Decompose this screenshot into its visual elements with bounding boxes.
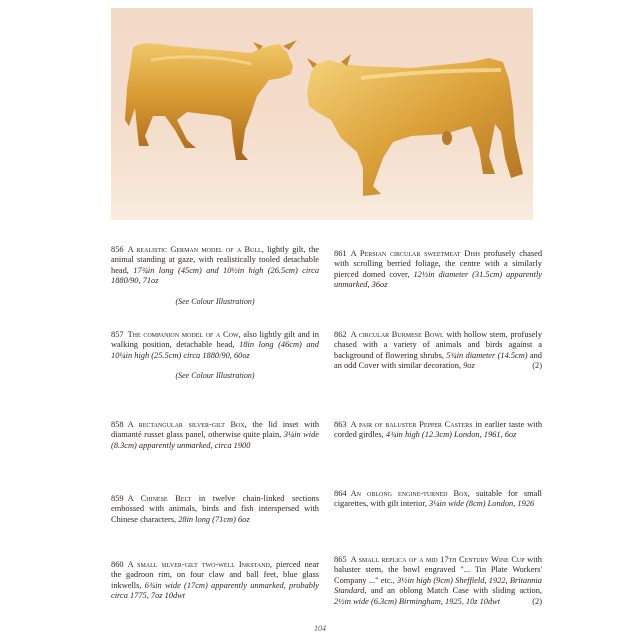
bull-figure xyxy=(307,54,523,196)
lot-description-cont: and an oblong Match Case with sliding action, xyxy=(366,586,542,596)
lot-description: pierced near the gadroon rim, on four claw and ball feet, blue glass inkwells, xyxy=(111,560,319,590)
lot-dimensions: 4¾in high (12.3cm) London, 1961, 6oz xyxy=(385,430,517,440)
lot-dimensions: 6¾in wide (17cm) apparently unmarked, probably circa 1775, 7oz 10dwt xyxy=(111,580,319,601)
lot-description: in twelve chain-linked sections embossed with animals, birds and fish interspersed with Chinese characters, xyxy=(111,494,319,524)
lot-861 xyxy=(334,249,542,291)
lot-dimensions: 3¼in wide (8.3cm) apparently unmarked, circa 1900 xyxy=(111,430,319,450)
lot-description: suitable for small cigarettes, with gilt interior, xyxy=(334,489,542,509)
lot-856 xyxy=(111,245,319,307)
lot-dimensions: 5¾in diameter (14.5cm) xyxy=(446,350,528,360)
lot-title: A realistic German model of a Bull, xyxy=(127,245,264,254)
lot-description-cont: and an odd Cover with similar decoration, xyxy=(334,350,542,371)
lot-title: The companion model of a Cow, xyxy=(127,330,241,339)
lot-title: A pair of baluster Pepper Casters xyxy=(350,420,473,429)
lot-description: the lid inset with diamanté russet glass panel, otherwise quite plain, xyxy=(111,420,320,440)
lot-860 xyxy=(111,560,319,602)
lot-number: 865 xyxy=(334,555,347,564)
lot-title: A small silver-gilt two-well Inkstand, xyxy=(127,560,272,569)
lot-number: 864 xyxy=(334,489,347,498)
lot-title: A circular Burmese Bowl xyxy=(350,330,444,339)
lot-number: 861 xyxy=(334,249,347,258)
lot-number: 858 xyxy=(111,420,124,429)
lot-dimensions: 18in long (46cm) and 10¼in high (25.5cm) circa 1880/90, 60oz xyxy=(111,340,319,360)
lot-864 xyxy=(334,489,542,510)
lot-title: A small replica of a mid 17th Century Wine Cup xyxy=(350,555,525,564)
lot-dimensions: 12½in diameter (31.5cm) apparently unmarked, 36oz xyxy=(334,269,542,290)
lot-title: An oblong engine-turned Box, xyxy=(350,489,470,498)
lot-title: A rectangular silver-gilt Box, xyxy=(127,420,247,429)
lot-865 xyxy=(334,555,542,607)
lot-863 xyxy=(334,420,542,441)
lot-description: with baluster stem, the bowl engraved "... Tin Plate Workers' Company ..." etc., xyxy=(334,555,542,585)
lot-number: 857 xyxy=(111,330,124,339)
lot-dimensions: 28in long (71cm) 6oz xyxy=(178,514,250,524)
lot-description: profusely chased with scrolling berried foliage, the centre with a similarly pierced domed cover, xyxy=(334,249,543,279)
page-number: 104 xyxy=(314,624,326,633)
colour-illustration-note: (See Colour Illustration) xyxy=(175,371,255,381)
lot-dimensions: 3¼in wide (8cm) London, 1926 xyxy=(429,499,535,509)
lot-dimensions-2: 2½in wide (6.3cm) Birmingham, 1925, 10z 10dwt xyxy=(334,596,501,606)
lot-number: 856 xyxy=(111,245,124,254)
lot-number: 863 xyxy=(334,420,347,429)
lot-title: A Persian circular sweetmeat Dish xyxy=(350,249,481,258)
cow-figure xyxy=(125,40,297,160)
lot-number: 860 xyxy=(111,560,124,569)
lot-description: also lightly gilt and in walking position, detachable head, xyxy=(111,330,319,350)
cow-and-bull-photograph xyxy=(111,8,533,220)
gilt-cattle-illustration xyxy=(111,8,533,220)
lot-857 xyxy=(111,330,319,382)
lot-859 xyxy=(111,494,319,525)
lot-dimensions: 17¾in long (45cm) and 10½in high (26.5cm) circa 1880/90, 71oz xyxy=(111,265,320,286)
lot-862 xyxy=(334,330,542,372)
lot-number: 862 xyxy=(334,330,347,339)
lot-description: lightly gilt, the animal standing at gaze, with realistically tooled detachable head, xyxy=(111,245,319,275)
lot-description: in earlier taste with corded girdles, xyxy=(334,420,543,440)
lot-number: 859 xyxy=(111,494,124,503)
lot-title: A Chinese Belt xyxy=(127,494,192,503)
lot-description: with hollow stem, profusely chased with a variety of animals and birds against a background of flowering shrubs, xyxy=(334,330,543,360)
colour-illustration-note: (See Colour Illustration) xyxy=(175,296,255,306)
lot-quantity: (2) xyxy=(532,361,542,371)
lot-858 xyxy=(111,420,319,451)
lot-weight: 9oz xyxy=(463,361,475,371)
lot-quantity: (2) xyxy=(532,596,542,606)
lot-dimensions: 3½in high (9cm) Sheffield, 1922, Britannia Standard, xyxy=(334,575,542,596)
